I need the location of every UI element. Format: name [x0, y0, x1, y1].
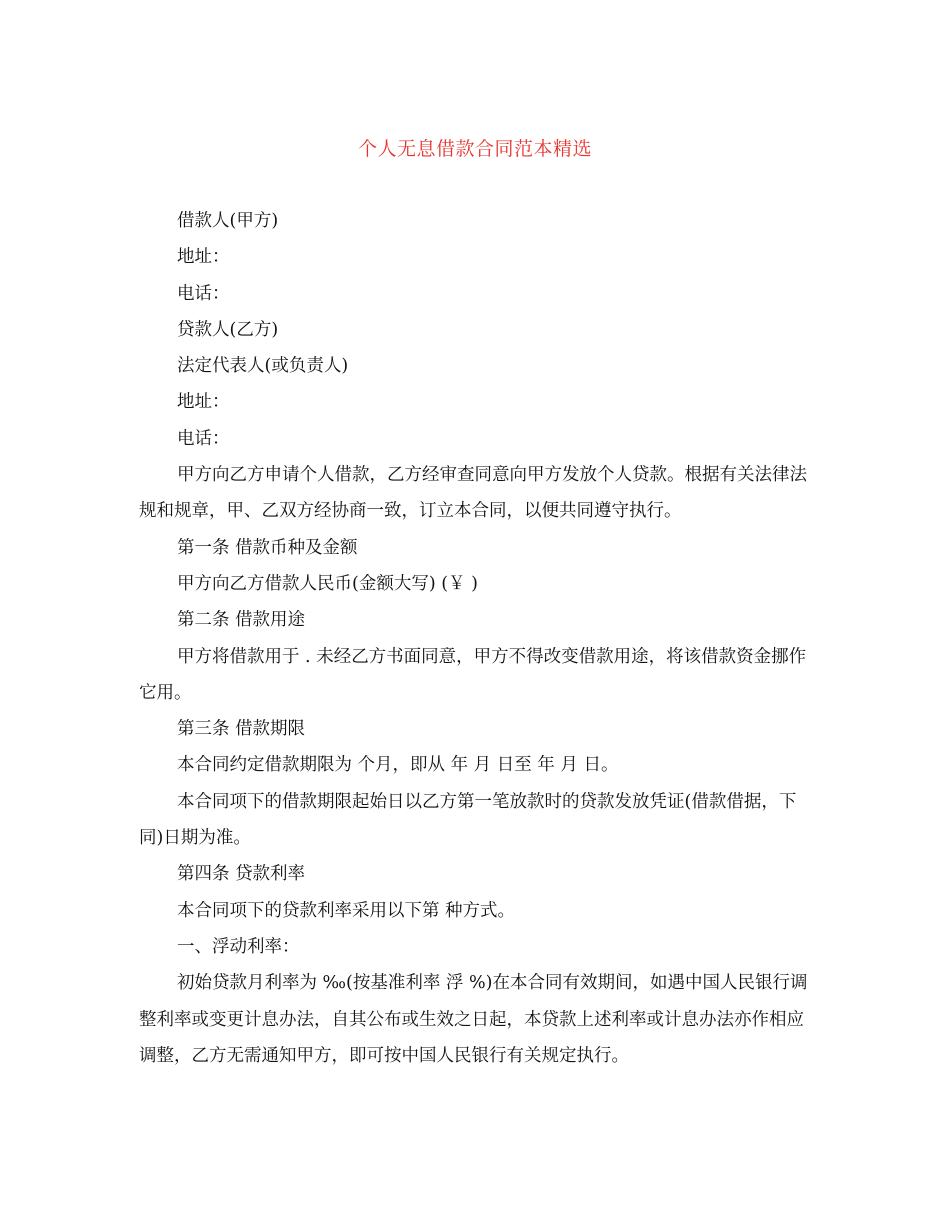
- document-title: 个人无息借款合同范本精选: [357, 138, 592, 160]
- article-3-heading: 第三条 借款期限: [177, 719, 306, 740]
- article-1-text: 甲方向乙方借款人民币(金额大写) (￥ ): [177, 573, 478, 594]
- lender-line: 贷款人(乙方): [177, 319, 279, 340]
- floating-rate-heading: 一、浮动利率：: [177, 936, 300, 957]
- document-body: [139, 203, 819, 1074]
- borrower-line: 借款人(甲方): [177, 211, 279, 231]
- borrower-phone-line: 电话：: [177, 283, 230, 304]
- article-3-text: 本合同约定借款期限为 个月，即从 年 月 日至 年 月 日。: [177, 755, 619, 776]
- floating-rate-text: 初始贷款月利率为 ‰(按基准利率 浮 %)在本合同有效期间，如遇中国人民银行调整利率或变更计息办法，自其公布或生效之日起，本贷款上述利率或计息办法亦作相应调整，乙方无需通知甲方，即可按中国人民银行有关规定执行。: [139, 973, 808, 1066]
- lender-address-line: 地址：: [177, 392, 230, 413]
- legal-representative-line: 法定代表人(或负责人): [177, 356, 349, 377]
- article-1-heading: 第一条 借款币种及金额: [177, 537, 358, 558]
- article-2-text: 甲方将借款用于 . 未经乙方书面同意，甲方不得改变借款用途，将该借款资金挪作它用。: [139, 646, 807, 703]
- preamble-paragraph: 甲方向乙方申请个人借款，乙方经审查同意向甲方发放个人贷款。根据有关法律法规和规章，甲、乙双方经协商一致，订立本合同，以便共同遵守执行。: [139, 465, 807, 522]
- article-2-heading: 第二条 借款用途: [177, 610, 306, 631]
- article-4-heading: 第四条 贷款利率: [177, 864, 306, 885]
- article-3-start-date-text: 本合同项下的借款期限起始日以乙方第一笔放款时的贷款发放凭证(借款借据，下同)日期为准。: [139, 791, 797, 849]
- borrower-address-line: 地址：: [177, 247, 230, 268]
- lender-phone-line: 电话：: [177, 428, 230, 449]
- article-4-text: 本合同项下的贷款利率采用以下第 种方式。: [177, 900, 516, 921]
